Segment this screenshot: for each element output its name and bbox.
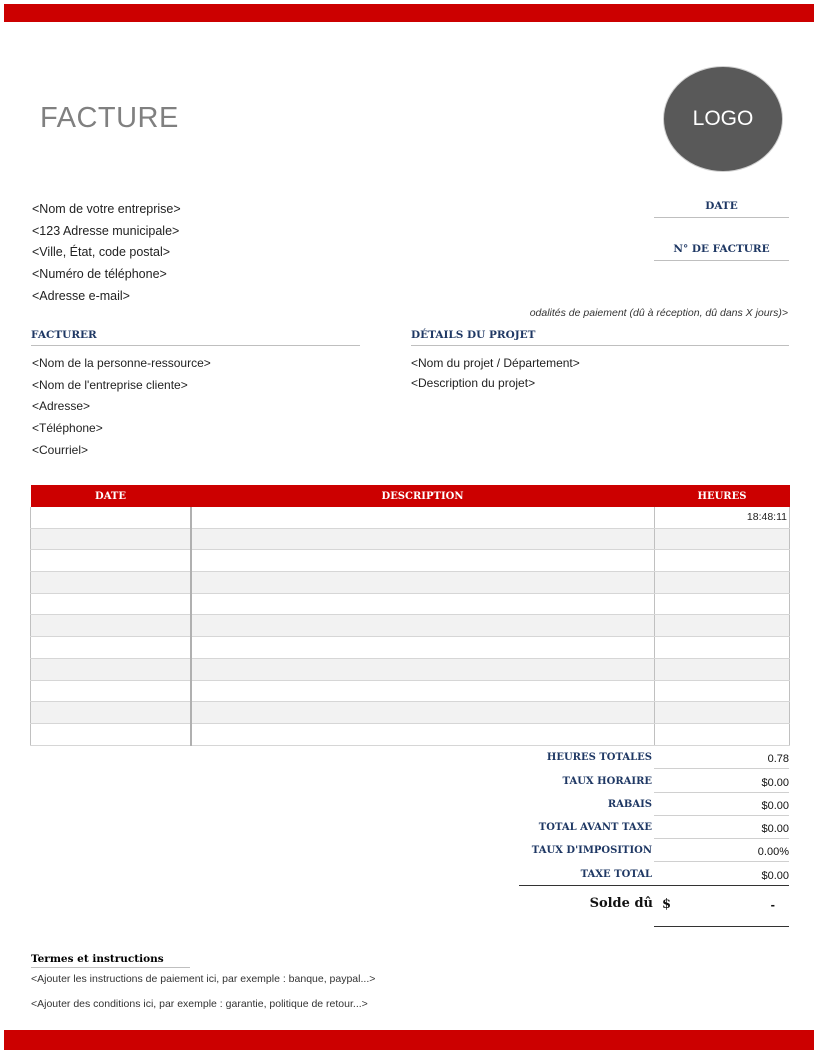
- project-name[interactable]: <Nom du projet / Département>: [411, 356, 580, 370]
- cell-date[interactable]: [31, 507, 191, 528]
- bill-to-heading: FACTURER: [31, 329, 360, 346]
- bill-to-phone[interactable]: <Téléphone>: [32, 421, 103, 436]
- logo-text: LOGO: [692, 107, 754, 130]
- table-row: [31, 615, 790, 637]
- conditions-text[interactable]: <Ajouter des conditions ici, par exemple : garantie, politique de retour...>: [31, 998, 368, 1010]
- table-row: [31, 507, 790, 528]
- cell-hours[interactable]: [655, 702, 790, 724]
- logo-placeholder: [663, 66, 783, 172]
- balance-due-value[interactable]: -: [770, 897, 775, 912]
- subtotal-label: TOTAL AVANT TAXE: [538, 822, 652, 834]
- company-phone[interactable]: <Numéro de téléphone>: [32, 267, 167, 282]
- total-tax-row: [420, 862, 789, 885]
- table-row: [31, 550, 790, 572]
- cell-description[interactable]: [191, 550, 655, 572]
- table-row: [31, 528, 790, 550]
- hourly-rate-value[interactable]: $0.00: [654, 769, 789, 792]
- cell-hours[interactable]: [655, 572, 790, 594]
- discount-row: [420, 793, 789, 816]
- cell-date[interactable]: [31, 528, 191, 550]
- cell-date[interactable]: [31, 702, 191, 724]
- cell-hours[interactable]: [655, 593, 790, 615]
- cell-hours[interactable]: 18:48:11: [655, 507, 790, 528]
- balance-due: [519, 888, 789, 926]
- invoice-number-label: N° DE FACTURE: [654, 243, 789, 261]
- project-details-list: [411, 354, 580, 394]
- company-address[interactable]: <123 Adresse municipale>: [32, 223, 180, 238]
- project-description[interactable]: <Description du projet>: [411, 376, 536, 390]
- cell-hours[interactable]: [655, 658, 790, 680]
- subtotal-value[interactable]: $0.00: [654, 816, 789, 839]
- table-row: [31, 702, 790, 724]
- table-row: [31, 637, 790, 659]
- total-hours-label: HEURES TOTALES: [546, 752, 652, 764]
- company-email[interactable]: <Adresse e-mail>: [32, 288, 130, 303]
- cell-description[interactable]: [191, 528, 655, 550]
- cell-description[interactable]: [191, 507, 655, 528]
- balance-due-label: Solde dû: [589, 896, 653, 911]
- table-row: [31, 658, 790, 680]
- terms-heading: Termes et instructions: [31, 953, 190, 968]
- totals-divider: [519, 885, 789, 886]
- cell-description[interactable]: [191, 593, 655, 615]
- cell-date[interactable]: [31, 658, 191, 680]
- table-row: [31, 723, 790, 745]
- items-header-row: [31, 485, 790, 507]
- table-row: [31, 572, 790, 594]
- hourly-rate-row: [420, 769, 789, 792]
- cell-description[interactable]: [191, 572, 655, 594]
- bill-to-address[interactable]: <Adresse>: [32, 399, 91, 414]
- cell-hours[interactable]: [655, 528, 790, 550]
- cell-hours[interactable]: [655, 637, 790, 659]
- total-hours-value[interactable]: 0.78: [654, 746, 789, 769]
- cell-description[interactable]: [191, 615, 655, 637]
- items-table: [30, 485, 790, 746]
- cell-date[interactable]: [31, 615, 191, 637]
- cell-hours[interactable]: [655, 550, 790, 572]
- discount-label: RABAIS: [607, 798, 652, 810]
- cell-description[interactable]: [191, 702, 655, 724]
- cell-date[interactable]: [31, 680, 191, 702]
- table-row: [31, 593, 790, 615]
- bill-to-company[interactable]: <Nom de l'entreprise cliente>: [32, 377, 188, 392]
- cell-description[interactable]: [191, 723, 655, 745]
- header-hours: HEURES: [655, 485, 790, 507]
- bottom-accent-bar: [4, 1030, 814, 1050]
- date-label: DATE: [654, 200, 789, 218]
- header-date: DATE: [31, 485, 191, 507]
- subtotal-row: [420, 816, 789, 839]
- cell-date[interactable]: [31, 637, 191, 659]
- invoice-title: FACTURE: [40, 102, 179, 134]
- tax-rate-label: TAUX D'IMPOSITION: [531, 845, 652, 857]
- project-details-heading: DÉTAILS DU PROJET: [411, 329, 789, 346]
- company-name[interactable]: <Nom de votre entreprise>: [32, 202, 181, 216]
- bill-to-contact[interactable]: <Nom de la personne-ressource>: [32, 356, 211, 370]
- cell-hours[interactable]: [655, 723, 790, 745]
- tax-rate-value[interactable]: 0.00%: [654, 839, 789, 862]
- cell-date[interactable]: [31, 723, 191, 745]
- header-description: DESCRIPTION: [191, 485, 655, 507]
- discount-value[interactable]: $0.00: [654, 793, 789, 816]
- total-hours-row: [420, 746, 789, 769]
- balance-underline: [654, 926, 789, 927]
- tax-rate-row: [420, 839, 789, 862]
- company-city[interactable]: <Ville, État, code postal>: [32, 245, 171, 260]
- cell-description[interactable]: [191, 658, 655, 680]
- payment-terms-note[interactable]: odalités de paiement (dû à réception, dû dans X jours)>: [529, 307, 788, 319]
- cell-description[interactable]: [191, 637, 655, 659]
- cell-hours[interactable]: [655, 680, 790, 702]
- cell-date[interactable]: [31, 593, 191, 615]
- table-row: [31, 680, 790, 702]
- hourly-rate-label: TAUX HORAIRE: [562, 775, 652, 787]
- top-accent-bar: [4, 4, 814, 22]
- bill-to-email[interactable]: <Courriel>: [32, 442, 89, 457]
- totals-block: [420, 746, 789, 886]
- cell-description[interactable]: [191, 680, 655, 702]
- total-tax-label: TAXE TOTAL: [580, 868, 652, 880]
- cell-date[interactable]: [31, 550, 191, 572]
- cell-date[interactable]: [31, 572, 191, 594]
- cell-hours[interactable]: [655, 615, 790, 637]
- company-info: [32, 200, 181, 308]
- total-tax-value[interactable]: $0.00: [654, 862, 789, 885]
- balance-currency: $: [662, 897, 672, 912]
- bill-to-list: [32, 354, 211, 462]
- payment-instructions[interactable]: <Ajouter les instructions de paiement ici, par exemple : banque, paypal...>: [31, 973, 376, 985]
